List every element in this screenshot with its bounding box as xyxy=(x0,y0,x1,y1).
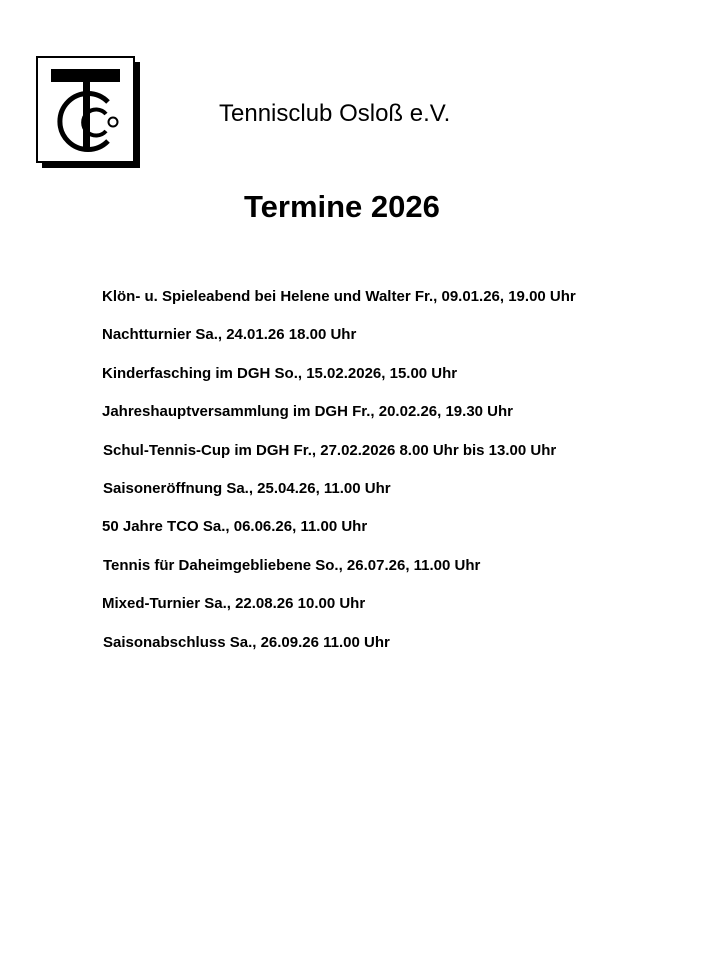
document-title: Termine 2026 xyxy=(244,189,440,224)
event-list xyxy=(102,286,576,670)
event-item: Schul-Tennis-Cup im DGH Fr., 27.02.2026 8.00 Uhr bis 13.00 Uhr xyxy=(103,441,557,459)
event-item: Klön- u. Spieleabend bei Helene und Walter Fr., 09.01.26, 19.00 Uhr xyxy=(102,288,576,305)
event-item: Mixed-Turnier Sa., 22.08.26 10.00 Uhr xyxy=(102,595,366,613)
event-item: Saisonabschluss Sa., 26.09.26 11.00 Uhr xyxy=(103,633,390,651)
club-name: Tennisclub Osloß e.V. xyxy=(219,100,451,127)
event-item: Kinderfasching im DGH So., 15.02.2026, 15.00 Uhr xyxy=(102,364,458,382)
event-item: Tennis für Daheimgebliebene So., 26.07.26, 11.00 Uhr xyxy=(103,556,481,574)
event-item: 50 Jahre TCO Sa., 06.06.26, 11.00 Uhr xyxy=(102,518,368,536)
club-logo xyxy=(36,56,142,170)
event-item: Saisoneröffnung Sa., 25.04.26, 11.00 Uhr xyxy=(103,479,391,497)
event-item: Jahreshauptversammlung im DGH Fr., 20.02.26, 19.30 Uhr xyxy=(102,403,514,421)
event-item: Nachtturnier Sa., 24.01.26 18.00 Uhr xyxy=(102,326,357,344)
